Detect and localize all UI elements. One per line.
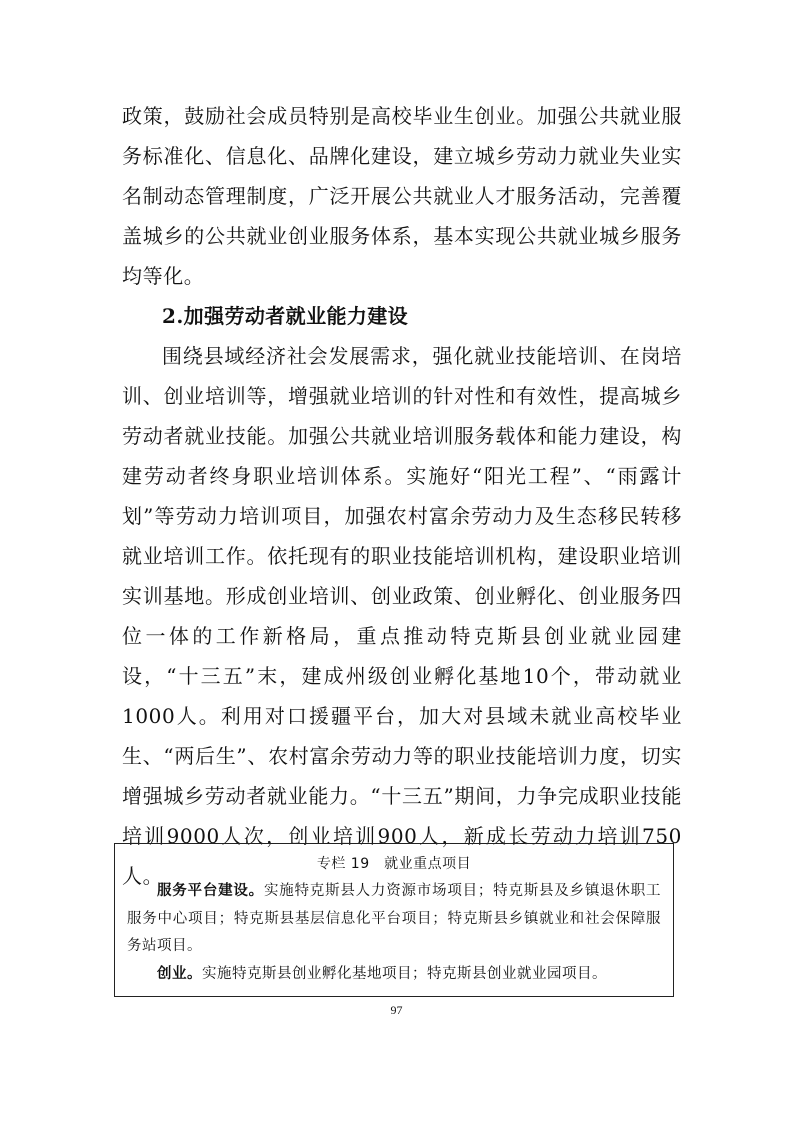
paragraph-2 — [122, 336, 682, 896]
box-item-service-platform — [127, 878, 661, 961]
box-item-entrepreneurship — [127, 961, 661, 989]
box-item-label: 服务平台建设。 — [157, 883, 264, 899]
paragraph-1 — [122, 96, 682, 296]
box-item-text: 实施特克斯县人力资源市场项目；特克斯县及乡镇退休职工服务中心项目；特克斯县基层信息化平台项目；特克斯县乡镇就业和社会保障服务站项目。 — [127, 883, 661, 954]
box-title: 专栏 19 就业重点项目 — [316, 856, 472, 872]
box-item-text: 实施特克斯县创业孵化基地项目；特克斯县创业就业园项目。 — [202, 965, 607, 982]
paragraph-2-text: 围绕县域经济社会发展需求，强化就业技能培训、在岗培训、创业培训等，增强就业培训的针对性和有效性，提高城乡劳动者就业技能。加强公共就业培训服务载体和能力建设，构建劳动者终身职业培训体系。实施好“阳光工程”、“雨露计划”等劳动力培训项目，加强农村富余劳动力及生态移民转移就业培训工作。依托现有的职业技能培训机构，建设职业培训实训基地。形成创业培训、创业政策、创业孵化、创业服务四位一体的工作新格局，重点推动特克斯县创业就业园建设，“十三五”末，建成州级创业孵化基地10个，带动就业1000人。利用对口援疆平台，加大对县域未就业高校毕业生、“两后生”、农村富余劳动力等的职业技能培训力度，切实增强城乡劳动者就业能力。“十三五”期间，力争完成职业技能培训9000人次，创业培训900人，新成长劳动力培训750人。 — [122, 344, 682, 888]
page-number: 97 — [390, 1003, 403, 1017]
paragraph-1-text: 政策，鼓励社会成员特别是高校毕业生创业。加强公共就业服务标准化、信息化、品牌化建设，建立城乡劳动力就业失业实名制动态管理制度，广泛开展公共就业人才服务活动，完善覆盖城乡的公共就业创业服务体系，基本实现公共就业城乡服务均等化。 — [122, 104, 682, 288]
box-item-label: 创业。 — [157, 965, 202, 982]
section-heading: 2.加强劳动者就业能力建设 — [162, 304, 409, 328]
body-text — [122, 96, 682, 896]
key-projects-box — [114, 843, 674, 997]
